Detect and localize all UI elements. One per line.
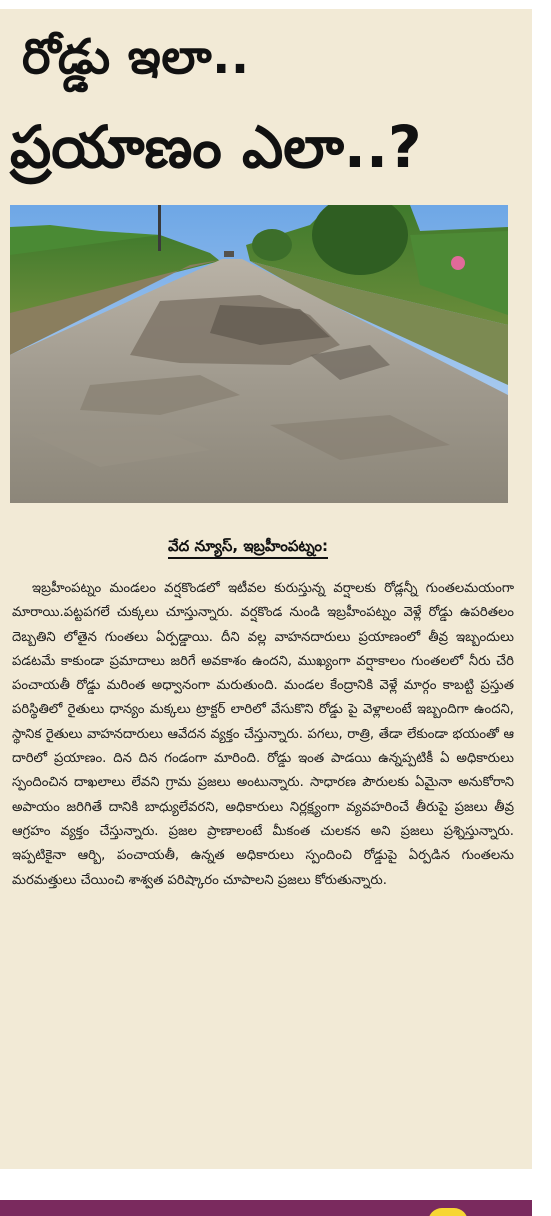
news-article (0, 9, 532, 1169)
damaged-road-photo (10, 205, 508, 503)
headline-line-1: రోడ్డు ఇలా.. (22, 29, 250, 85)
headline-line-2: ప్రయాణం ఎలా..? (10, 113, 422, 181)
byline: వేద న్యూస్, ఇబ్రహీంపట్నం: (168, 536, 328, 559)
headline (0, 9, 532, 209)
article-body: ఇబ్రహీంపట్నం మండలం వర్షకొండలో ఇటీవల కురుస్తున్న వర్షాలకు రోడ్లన్నీ గుంతలమయంగా మారాయి.పట్టపగలే చుక్కలు చూస్తున్నారు. వర్షకొండ నుండి ఇబ్రహీంపట్నం వెళ్లే రోడ్డు ఉపరితలం దెబ్బతిని లోతైన గుంతలు ఏర్పడ్డాయి. దీని వల్ల వాహనదారులు ప్రయాణంలో తీవ్ర ఇబ్బందులు పడటమే కాకుండా ప్రమాదాలు జరిగే అవకాశం ఉందని, ముఖ్యంగా వర్షాకాలం గుంతలలో నీరు చేరి పంచాయతీ రోడ్డు మరింత అధ్వానంగా మరుతుంది. మండల కేంద్రానికి వెళ్లే మార్గం కాబట్టి ప్రస్తుత పరిస్థితిలో రైతులు ధాన్యం మక్కలు ట్రాక్టర్ లారిలో వేసుకొని రోడ్డు పై వెళ్లాలంటే ఇబ్బందిగా ఉందని, స్థానిక రైతులు వాహనదారులు ఆవేదన వ్యక్తం చేస్తున్నారు. పగలు, రాత్రి, తేడా లేకుండా భయంతో ఆ దారిలో ప్రయాణం. దిన దిన గండంగా మారింది. రోడ్డు ఇంత పాడయి ఉన్నప్పటికీ ఏ అధికారులు స్పందించిన దాఖలాలు లేవని గ్రామ ప్రజలు అంటున్నారు. సాధారణ పౌరులకు ఏమైనా అనుకోరాని అపాయం జరిగితే దానికి బాధ్యులేవరని, అధికారులు నిర్లక్ష్యంగా వ్యవహరించే తీరుపై ప్రజలు తీవ్ర ఆగ్రహం వ్యక్తం చేస్తున్నారు. ప్రజల ప్రాణాలంటే మీకంత చులకన అని ప్రజలు ప్రశ్నిస్తున్నారు. ఇప్పటికైనా ఆర్బి, పంచాయతీ, ఉన్నత అధికారులు స్పందించి రోడ్డుపై ఏర్పడిన గుంతలను మరమత్తులు చేయించి శాశ్వత పరిష్కారం చూపాలని ప్రజలు కోరుతున్నారు. (12, 581, 514, 888)
